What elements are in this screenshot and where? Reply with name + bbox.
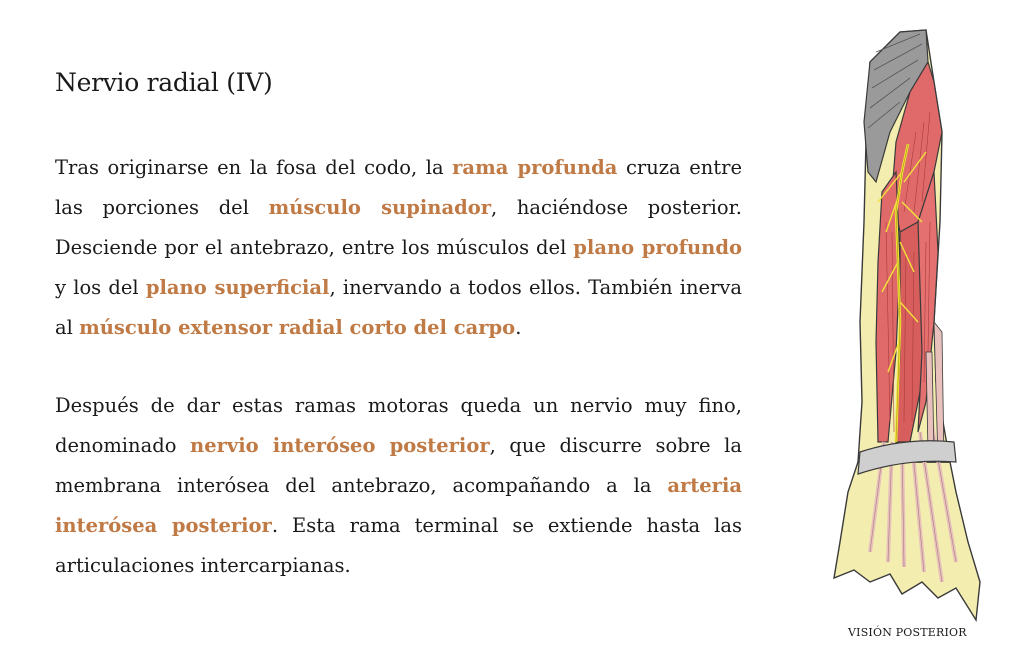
paragraph-2 bbox=[55, 386, 742, 586]
text-span: cruza entre las porciones del bbox=[55, 156, 742, 219]
highlighted-term: músculo supinador bbox=[268, 196, 492, 219]
page-title: Nervio radial (IV) bbox=[55, 68, 273, 97]
highlighted-term: músculo extensor radial corto del carpo bbox=[79, 316, 516, 339]
highlighted-term: plano superficial bbox=[145, 276, 330, 299]
text-span: . bbox=[515, 316, 522, 339]
highlighted-term: rama profunda bbox=[452, 156, 618, 179]
body-text bbox=[55, 148, 742, 586]
text-span: . Esta rama terminal se extiende hasta las articulaciones intercarpianas. bbox=[55, 514, 742, 577]
figure-caption: VISIÓN POSTERIOR bbox=[848, 626, 967, 639]
highlighted-term: arteria interósea posterior bbox=[55, 474, 742, 537]
paragraph-1 bbox=[55, 148, 742, 348]
text-span: Después de dar estas ramas motoras queda un nervio muy fino, denominado bbox=[55, 394, 742, 457]
text-span: , haciéndose posterior. Desciende por el antebrazo, entre los músculos del bbox=[55, 196, 743, 259]
text-span: , inervando a todos ellos. También inerva al bbox=[55, 276, 743, 339]
hand-shape bbox=[834, 462, 980, 620]
text-span: Tras originarse en la fosa del codo, la bbox=[55, 156, 453, 179]
text-span: , que discurre sobre la membrana interósea del antebrazo, acompañando a la bbox=[55, 434, 742, 497]
highlighted-term: nervio interóseo posterior bbox=[190, 434, 490, 457]
forearm-posterior-illustration bbox=[830, 22, 990, 622]
text-span: y los del bbox=[55, 276, 146, 299]
highlighted-term: plano profundo bbox=[573, 236, 742, 259]
